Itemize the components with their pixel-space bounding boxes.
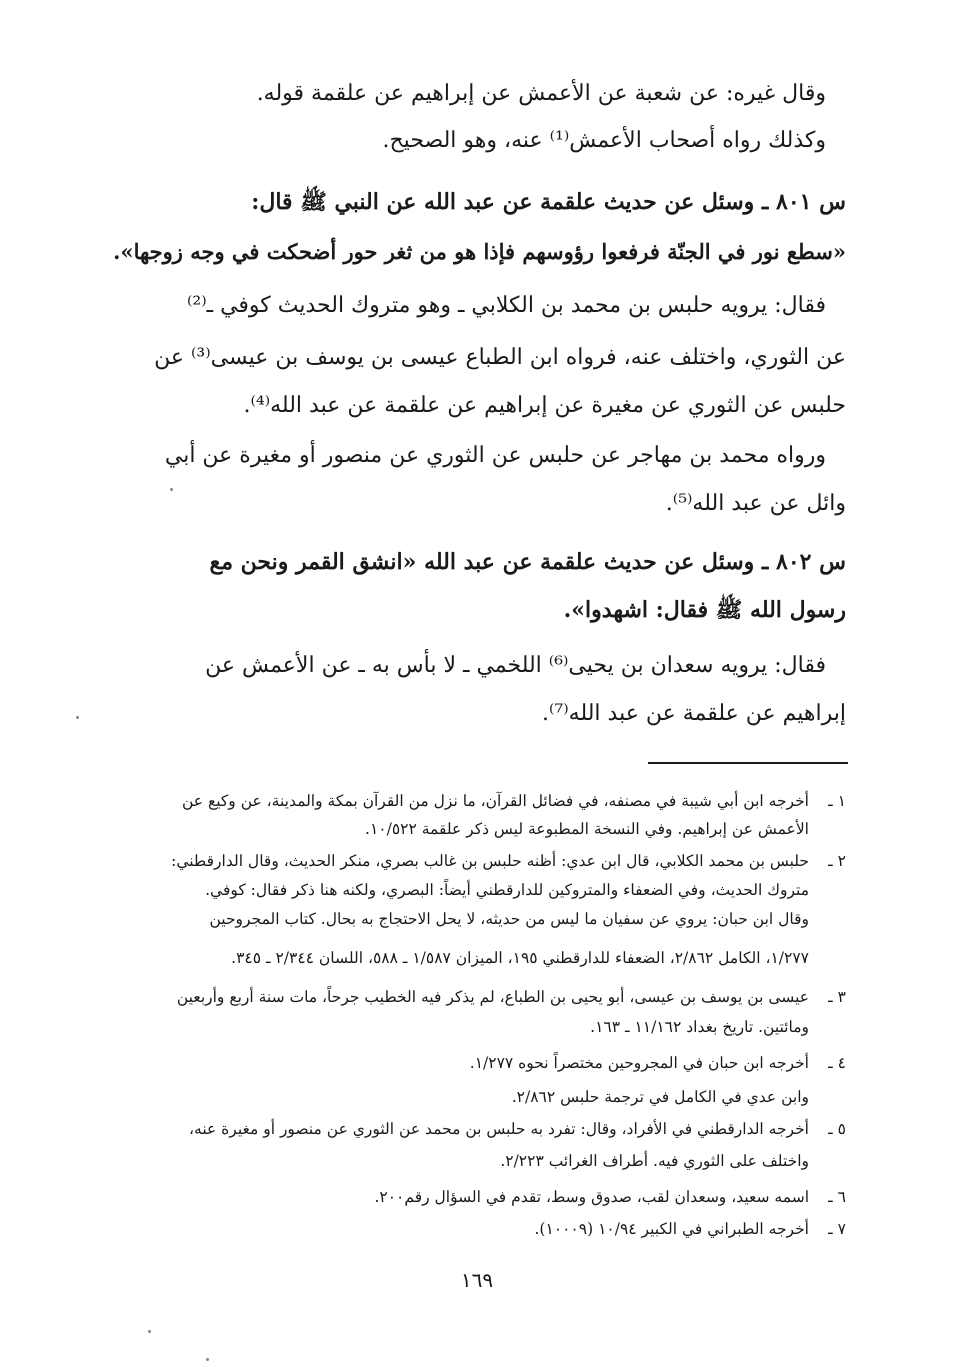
question-802-heading: س ٨٠٢ ـ وسئل عن حديث علقمة عن عبد الله «انشق القمر ونحن مع <box>209 549 846 575</box>
footnote-number: ٥ ـ <box>828 1120 846 1138</box>
footnote-line: أخرجه ابن أبي شيبة في مصنفه، في فضائل القرآن، ما نزل من القرآن بمكة والمدينة، عن وكيع عن <box>182 792 809 810</box>
body-line-1: وقال غيره: عن شعبة عن الأعمش عن إبراهيم عن علقمة قوله. <box>256 81 826 106</box>
footnote-line: متروك الحديث، وفي الضعفاء والمتروكين للدارقطني أيضاً: البصري، ولكنه هنا ذكر فقال: كوفي. <box>205 881 809 899</box>
footnote-line: أخرجه ابن حبان في المجروحين مختصراً نحوه ١/٢٧٧. <box>469 1054 809 1072</box>
footnote-line: وابن عدي في الكامل في ترجمة حلبس ٢/٨٦٢. <box>511 1088 809 1106</box>
answer-801-line-1: فقال: يرويه حلبس بن محمد بن الكلابي ـ وهو متروك الحديث كوفي ـ⁽²⁾ <box>187 293 826 318</box>
footnote-line: ومائتين. تاريخ بغداد ١١/١٦٢ ـ ١٦٣. <box>590 1018 809 1036</box>
footnote-number: ٢ ـ <box>828 852 846 870</box>
footnote-line: حلبس بن محمد الكلابي، قال ابن عدي: أظنه حلبس بن غالب بصري، منكر الحديث، وقال الدارقطني: <box>171 852 809 870</box>
answer-801-line-4: ورواه محمد بن مهاجر عن حلبس عن الثوري عن منصور أو مغيرة عن أبي <box>164 443 826 468</box>
scan-speck <box>76 716 79 719</box>
page-number: ١٦٩ <box>460 1268 494 1292</box>
footnote-line: واختلف على الثوري فيه. أطراف الغرائب ٢/٢٢٣. <box>500 1152 809 1170</box>
footnote-line: عيسى بن يوسف بن عيسى، أبو يحيى بن الطباع، لم يذكر فيه الخطيب جرحاً، مات سنة أربع وأربعين <box>176 988 809 1006</box>
answer-801-line-2: عن الثوري، واختلف عنه، فرواه ابن الطباع عيسى بن يوسف بن عيسى⁽³⁾ عن <box>154 345 846 370</box>
body-line-2: وكذلك رواه أصحاب الأعمش⁽¹⁾ عنه، وهو الصحيح. <box>382 128 826 153</box>
footnote-line: الأعمش عن إبراهيم. وفي النسخة المطبوعة ليس ذكر علقمة ١٠/٥٢٢. <box>365 820 809 838</box>
footnote-number: ٧ ـ <box>828 1220 846 1238</box>
answer-802-line-2: إبراهيم عن علقمة عن عبد الله⁽⁷⁾. <box>542 701 846 726</box>
answer-802-line-1: فقال: يرويه سعدان بن يحيى⁽⁶⁾ اللخمي ـ لا بأس به ـ عن الأعمش عن <box>205 653 826 678</box>
footnote-line: أخرجه الدارقطني في الأفراد، وقال: تفرد به حلبس بن محمد عن الثوري عن منصور أو مغيرة عنه، <box>189 1120 809 1138</box>
answer-801-line-5: وائل عن عبد الله⁽⁵⁾. <box>665 491 846 516</box>
scan-speck <box>170 488 173 491</box>
footnote-number: ٣ ـ <box>828 988 846 1006</box>
footnote-number: ١ ـ <box>828 792 846 810</box>
footnote-line: وقال ابن حبان: يروي عن سفيان ما ليس من حديثه، لا يحل الاحتجاج به بحال. كتاب المجروحين <box>209 910 809 928</box>
scan-speck <box>148 1330 151 1333</box>
footnote-separator <box>648 762 848 764</box>
footnote-line: اسمه سعيد، وسعدان لقب، صدوق وسط، تقدم في السؤال رقم٢٠٠. <box>374 1188 809 1206</box>
scan-speck <box>206 1358 209 1361</box>
footnote-number: ٦ ـ <box>828 1188 846 1206</box>
answer-801-line-3: حلبس عن الثوري عن مغيرة عن إبراهيم عن علقمة عن عبد الله⁽⁴⁾. <box>243 393 846 418</box>
footnote-line: أخرجه الطبراني في الكبير ١٠/٩٤ (١٠٠٠٩). <box>534 1220 809 1238</box>
footnote-line: ١/٢٧٧، الكامل ٢/٨٦٢، الضعفاء للدارقطني ١٩٥، الميزان ١/٥٨٧ ـ ٥٨٨، اللسان ٢/٣٤٤ ـ ٣٤٥. <box>231 949 809 967</box>
footnote-number: ٤ ـ <box>828 1054 846 1072</box>
question-801-hadith: «سطع نور في الجنّة فرفعوا رؤوسهم فإذا هو من ثغر حور أضحكت في وجه زوجها». <box>113 239 846 264</box>
question-802-hadith: رسول الله ﷺ فقال: اشهدوا». <box>563 597 846 623</box>
question-801-heading: س ٨٠١ ـ وسئل عن حديث علقمة عن عبد الله عن النبي ﷺ قال: <box>251 189 846 215</box>
